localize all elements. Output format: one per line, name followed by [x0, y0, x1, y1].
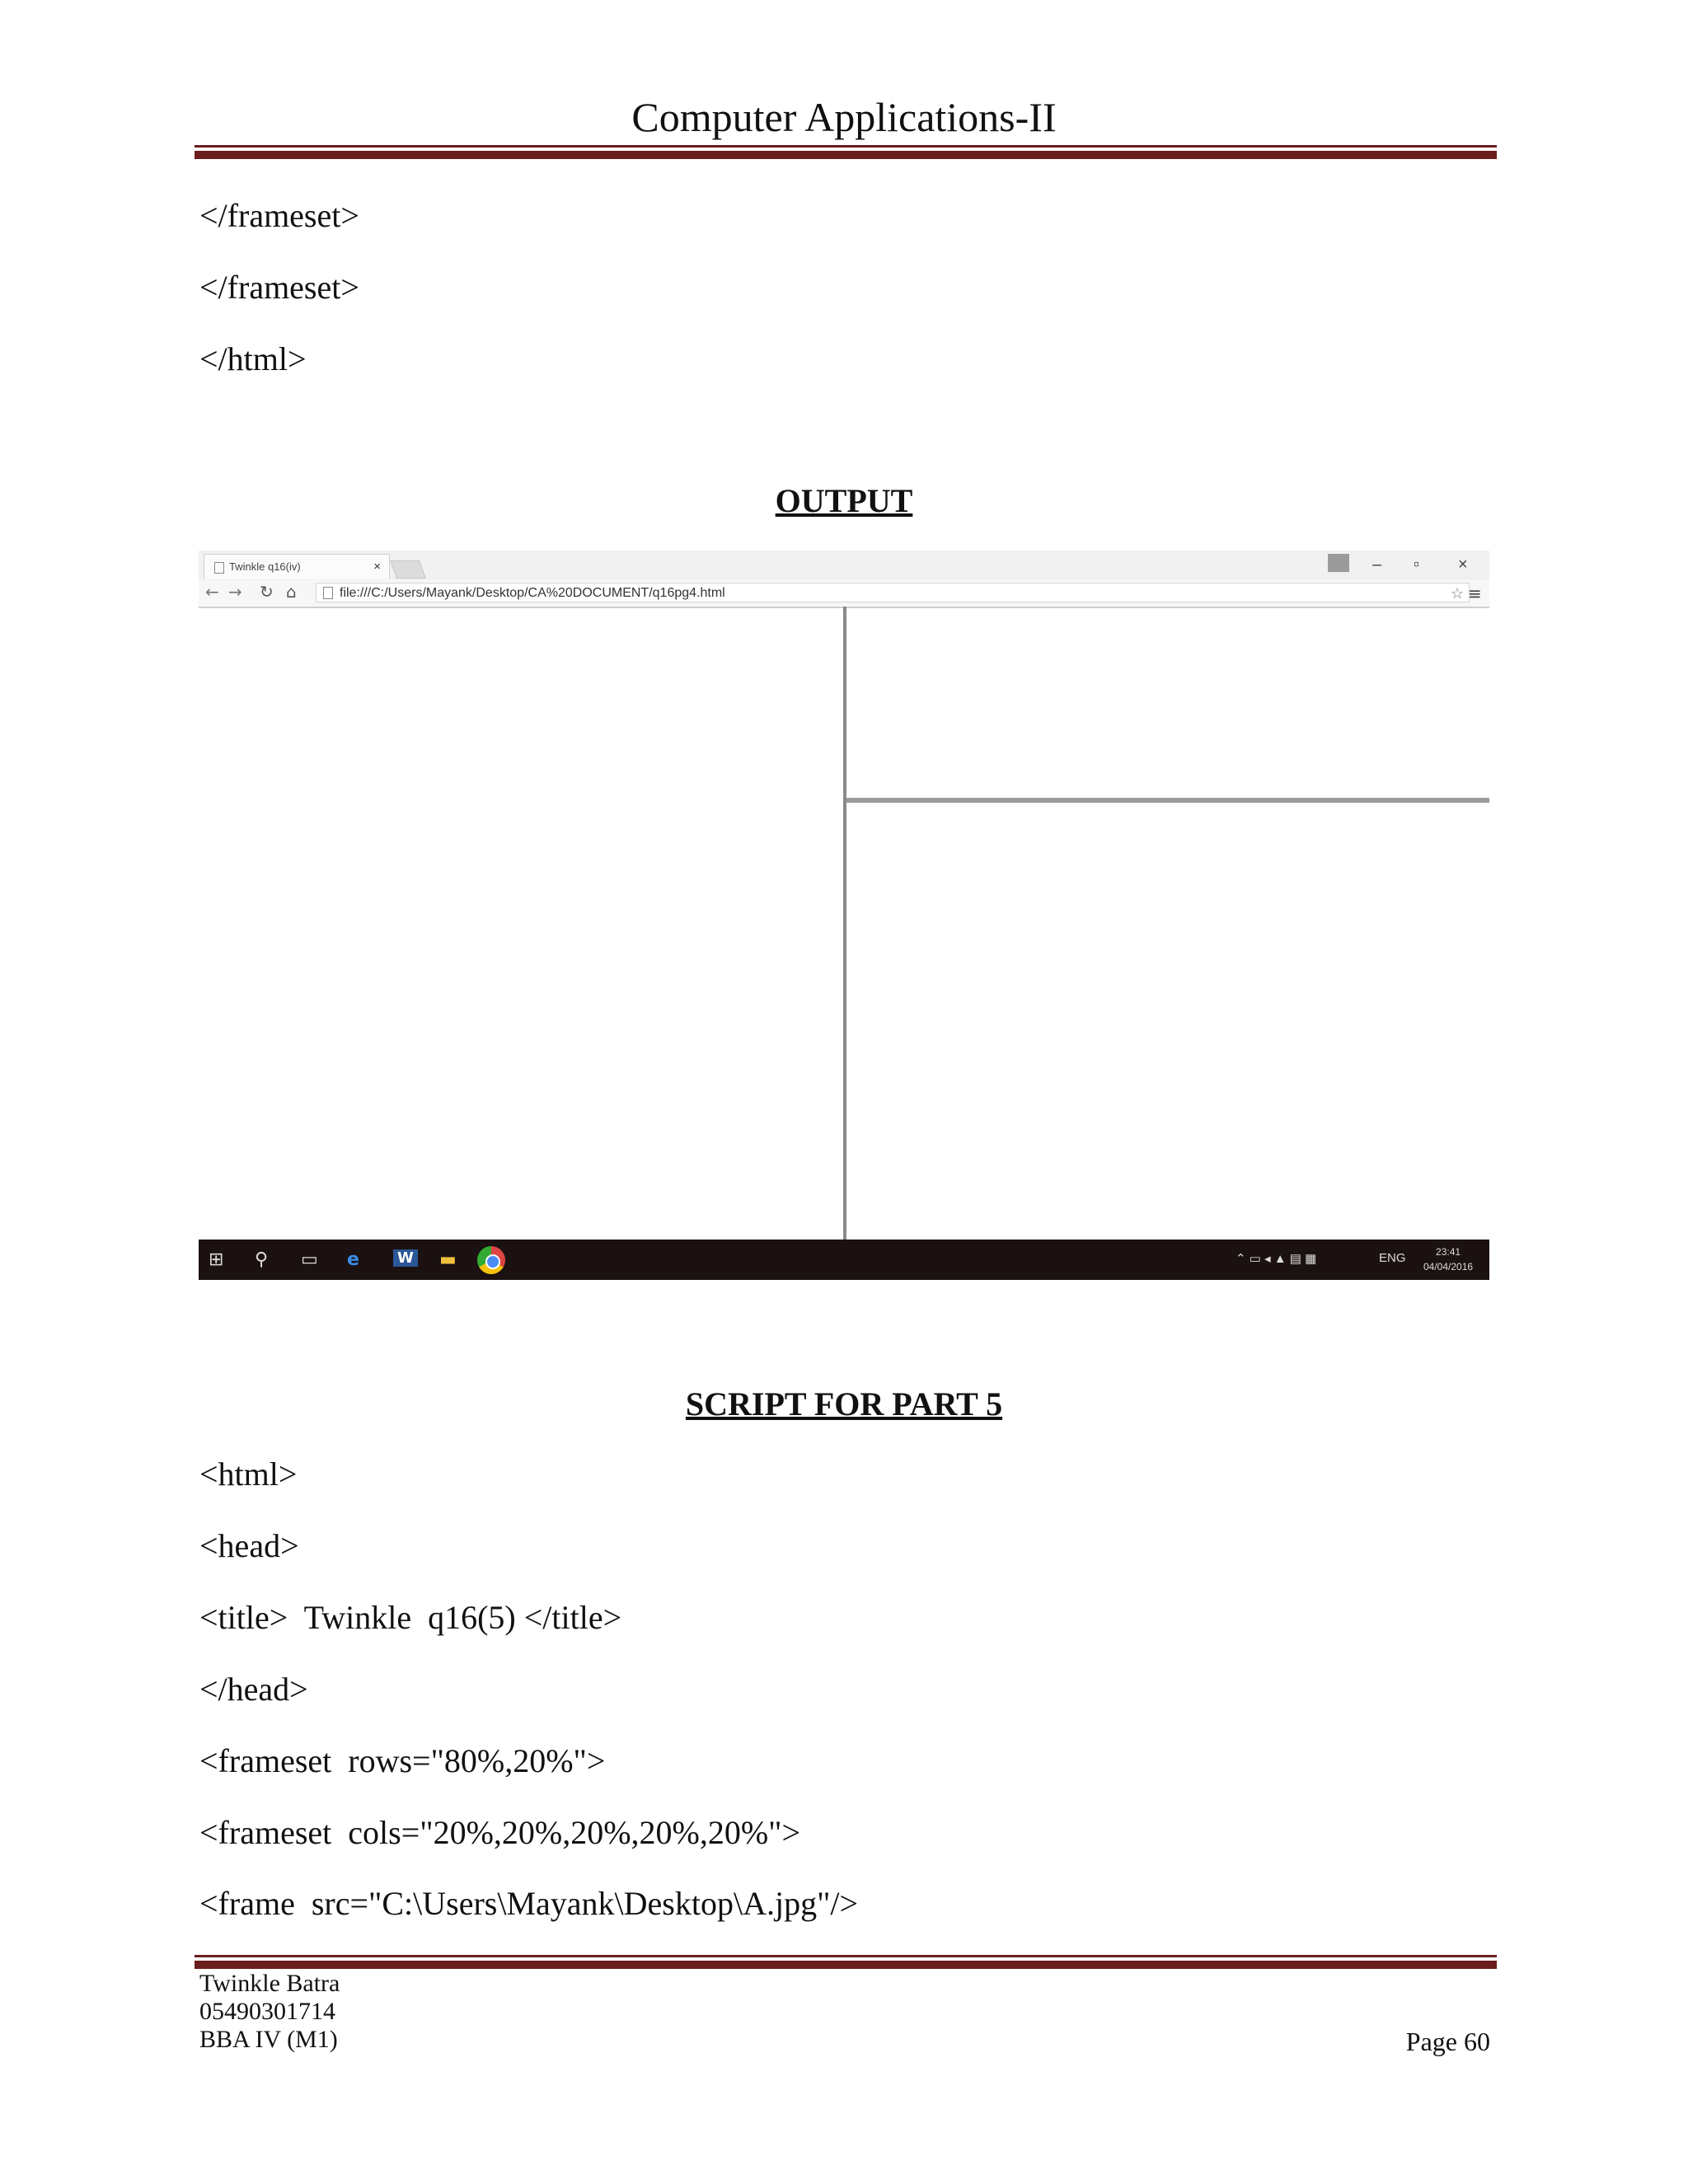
- code-line: </html>: [199, 340, 307, 377]
- page-icon: [214, 562, 224, 574]
- reload-icon: ↻: [260, 582, 274, 602]
- code-line: <html>: [199, 1455, 298, 1493]
- page-icon: [323, 587, 333, 599]
- script-heading: SCRIPT FOR PART 5: [685, 1385, 1003, 1422]
- taskbar: [199, 1240, 1489, 1280]
- page-title: Computer Applications-II: [631, 94, 1057, 140]
- browser-screenshot: [199, 551, 1489, 1280]
- search-icon: ⚲: [255, 1249, 269, 1270]
- home-icon: ⌂: [286, 582, 297, 602]
- back-icon: ←: [205, 582, 219, 602]
- new-tab-button: [390, 560, 426, 579]
- forward-icon: →: [228, 582, 242, 602]
- code-line: <title> Twinkle q16(5) </title>: [199, 1599, 622, 1636]
- close-icon: ×: [373, 560, 381, 574]
- code-line: <frame src="C:\Users\Mayank\Desktop\A.jpg"/>: [199, 1885, 859, 1922]
- code-line: </frameset>: [199, 197, 359, 234]
- word-icon: W: [393, 1249, 418, 1267]
- url-field: [316, 583, 1470, 602]
- file-explorer-icon: ▬: [439, 1249, 457, 1270]
- tray-icons: ⌃ ▭ ◂ ▲ ▤ ▦: [1236, 1252, 1317, 1266]
- code-line: </head>: [199, 1671, 308, 1708]
- star-icon: ☆: [1450, 585, 1464, 602]
- tab-title: Twinkle q16(iv): [229, 560, 301, 573]
- windows-icon: ⊞: [209, 1249, 224, 1270]
- window-close-icon: ×: [1458, 555, 1468, 574]
- footer-class: BBA IV (M1): [199, 2026, 338, 2053]
- output-heading: OUTPUT: [775, 482, 913, 519]
- clock-date: 04/04/2016: [1423, 1261, 1474, 1272]
- clock-time: 23:41: [1436, 1246, 1461, 1258]
- minimize-icon: –: [1372, 555, 1382, 574]
- restore-icon: ▫: [1414, 555, 1420, 574]
- code-line: <frameset cols="20%,20%,20%,20%,20%">: [199, 1814, 801, 1851]
- edge-icon: e: [347, 1249, 359, 1270]
- code-line: <head>: [199, 1527, 299, 1564]
- tab-bar: [199, 551, 1489, 580]
- footer-roll: 05490301714: [199, 1998, 335, 2025]
- header-rule: [195, 145, 1497, 159]
- chrome-icon: [477, 1246, 505, 1274]
- footer-name: Twinkle Batra: [199, 1970, 340, 1997]
- address-bar-row: [199, 580, 1489, 608]
- task-view-icon: ▭: [301, 1249, 318, 1270]
- extension-icon: [1328, 554, 1349, 572]
- code-line: <frameset rows="80%,20%">: [199, 1742, 606, 1779]
- frame-divider-horizontal: [846, 798, 1489, 803]
- code-line: </frameset>: [199, 269, 359, 306]
- clock: [1423, 1244, 1473, 1274]
- footer-rule: [195, 1955, 1497, 1969]
- page-number: Page 60: [1405, 2027, 1490, 2056]
- frame-divider-vertical: [843, 607, 846, 1240]
- url-text: file:///C:/Users/Mayank/Desktop/CA%20DOCUMENT/q16pg4.html: [340, 586, 725, 600]
- browser-tab: [204, 554, 390, 579]
- menu-icon: ≡: [1468, 583, 1482, 603]
- language-indicator: ENG: [1379, 1251, 1406, 1265]
